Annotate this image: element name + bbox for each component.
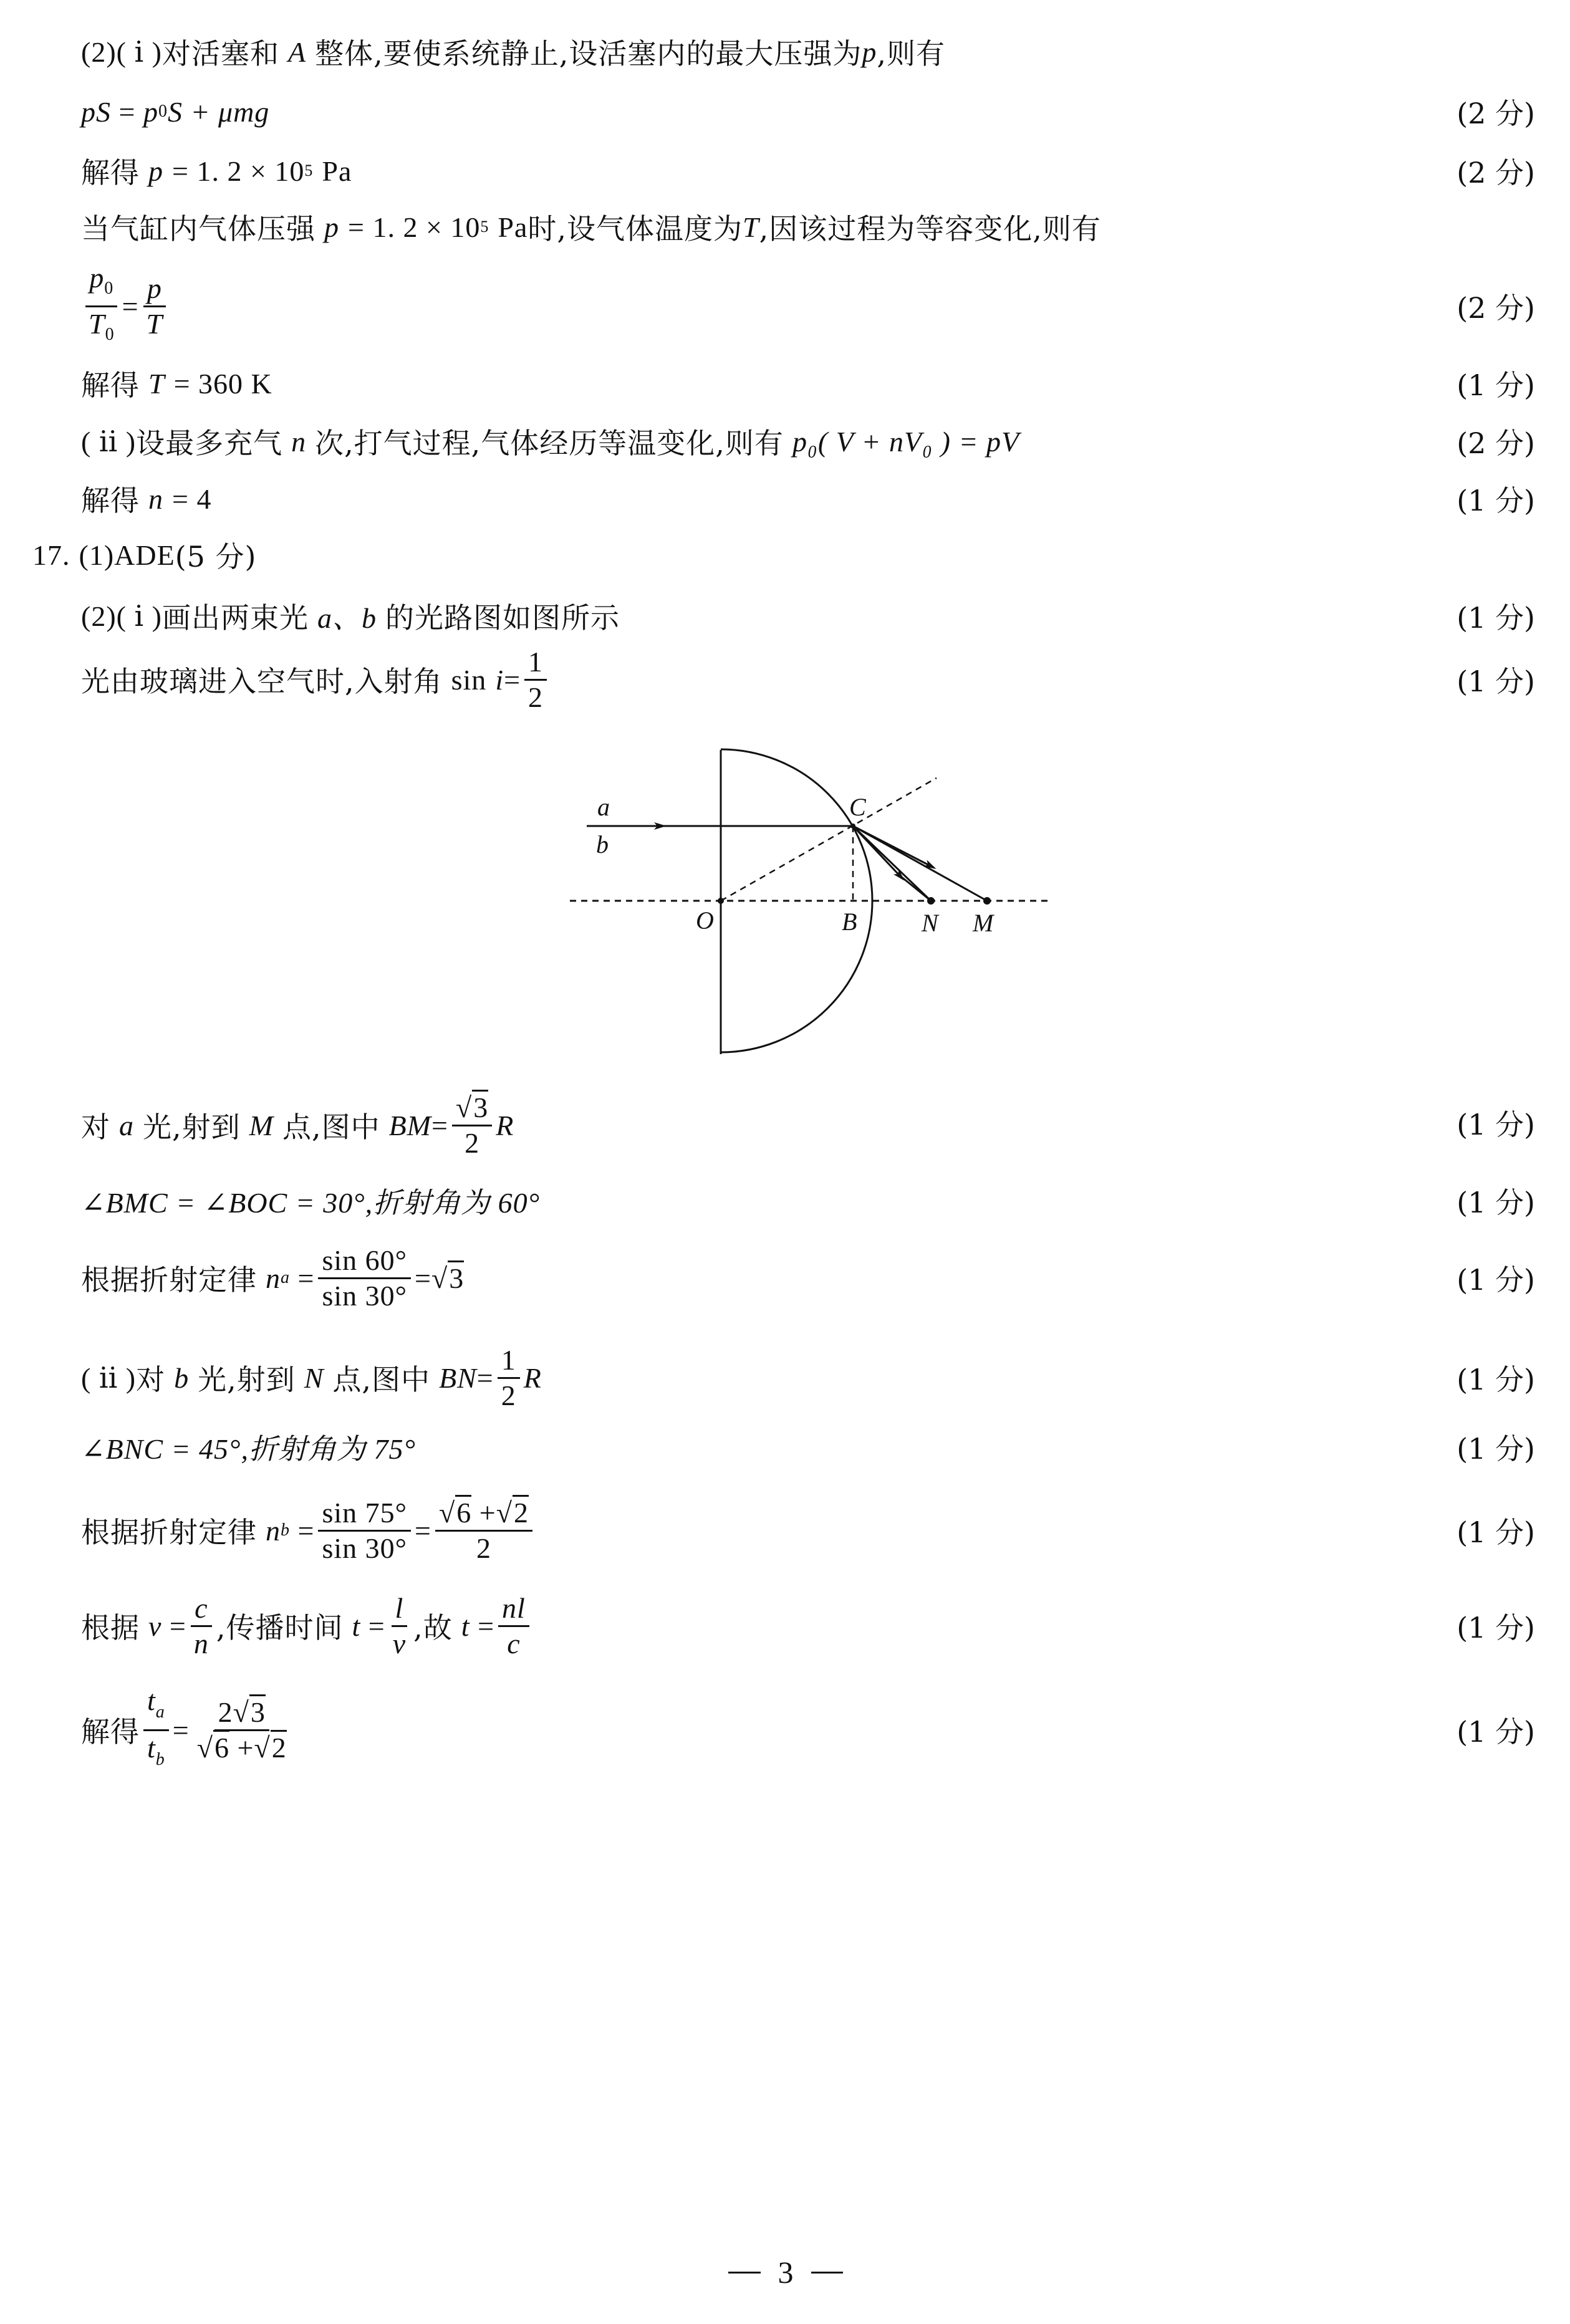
- q17-incidence: 光由玻璃进入空气时,入射角 sin i = $\frac{1}{2}$: [81, 642, 551, 717]
- label-b: b: [596, 830, 609, 858]
- q17-i-intro: (2)( ⅰ ) 画出两束光 a、b 的光路图如图所示: [81, 600, 620, 635]
- fraction: $\frac{p_0}{T_0}$: [85, 261, 118, 352]
- q16-sol1: 解得 p = 1. 2 × 10 5 Pa: [81, 155, 352, 190]
- fraction: $\frac{\sin 75^\circ}{\sin 30^\circ}$: [318, 1496, 411, 1565]
- q16-ii: ( ⅱ ) 设最多充气 n 次,打气过程,气体经历等温变化,则有 p₀( V + nV₀ ) = pV: [81, 425, 1020, 460]
- score-label: (1 分): [1457, 484, 1535, 517]
- q17-angle-b: ∠BNC = 45°,折射角为 75°: [81, 1433, 416, 1465]
- point-N: [927, 897, 935, 905]
- score-label: (2 分): [1457, 291, 1535, 325]
- label-O: O: [696, 906, 714, 934]
- dash-left: [728, 2272, 761, 2274]
- score-label: (1 分): [1457, 368, 1535, 402]
- fraction: $\frac{1}{2}$: [498, 1343, 520, 1413]
- score-label: (1 分): [1457, 601, 1535, 635]
- sqrt: √3: [431, 1262, 464, 1295]
- q17-speed: 根据 v = $\frac{c}{n}$ ,传播时间 t = $\frac{l}{v}$ ,故 t = $\frac{nl}{c}$: [81, 1588, 533, 1663]
- score-label: (1 分): [1457, 665, 1535, 698]
- q17-b-light: ( ⅱ ) 对 b 光,射到 N 点,图中 BN = $\frac{1}{2}$ R: [81, 1343, 542, 1411]
- fraction: $\frac{1}{2}$: [524, 645, 547, 714]
- score-label: (1 分): [1457, 1108, 1535, 1141]
- light-path-diagram: [561, 736, 1091, 1085]
- score-label: (1 分): [1457, 1363, 1535, 1396]
- fraction: $\frac{\sin 60^\circ}{\sin 30^\circ}$: [318, 1244, 411, 1313]
- q16-sol3: 解得 n = 4: [81, 483, 212, 517]
- q16-eq1: pS = p 0 S + μmg: [81, 95, 270, 128]
- point-M: [983, 897, 991, 905]
- score-label: (1 分): [1457, 1186, 1535, 1219]
- score-label: (1 分): [1457, 1263, 1535, 1297]
- label-B: B: [842, 908, 857, 936]
- q17-n-a: 根据折射定律 n a = $\frac{\sin 60^\circ}{\sin 30^\circ}$ = √3: [81, 1244, 465, 1312]
- score-label: (2 分): [1457, 97, 1535, 130]
- fraction: $\frac{2√3}{√6 +√2}$: [193, 1696, 291, 1765]
- fraction: $\frac{t_a}{t_b}$: [143, 1684, 169, 1777]
- label-M: M: [973, 909, 994, 937]
- point-C: [850, 823, 855, 828]
- q17-part1: 17. (1) ADE (5 分): [32, 539, 257, 574]
- score-label: (2 分): [1457, 426, 1535, 460]
- label-a: a: [597, 793, 610, 821]
- fraction: $\frac{p}{T}$: [143, 272, 167, 341]
- fraction: $\frac{√3}{2}$: [452, 1091, 492, 1160]
- q16-eq2: $\frac{p_0}{T_0}$ = $\frac{p}{T}$: [81, 268, 170, 344]
- fraction: $\frac{nl}{c}$: [498, 1592, 529, 1661]
- score-label: (1 分): [1457, 1715, 1535, 1749]
- fraction: $\frac{c}{n}$: [190, 1592, 213, 1661]
- q17-angle-a: ∠BMC = ∠BOC = 30°,折射角为 60°: [81, 1187, 541, 1219]
- score-label: (1 分): [1457, 1611, 1535, 1645]
- label-N: N: [922, 909, 938, 937]
- label-C: C: [849, 793, 866, 821]
- fraction: $\frac{l}{v}$: [389, 1592, 410, 1661]
- q17-n-b: 根据折射定律 n b = $\frac{\sin 75^\circ}{\sin 30^\circ}$ = $\frac{√6 +√2}{2}$: [81, 1493, 536, 1568]
- fraction: $\frac{√6 +√2}{2}$: [435, 1496, 532, 1565]
- q16-sol2: 解得 T = 360 K: [81, 367, 272, 402]
- score-label: (1 分): [1457, 1515, 1535, 1549]
- page-number: 3: [711, 2250, 860, 2294]
- point-O: [718, 898, 724, 904]
- dash-right: [811, 2272, 844, 2274]
- score-label: (2 分): [1457, 156, 1535, 190]
- score-label: (1 分): [1457, 1432, 1535, 1466]
- normal-dashed: [721, 778, 937, 901]
- q17-a-light: 对 a 光,射到 M 点,图中 BM = $\frac{√3}{2}$ R: [81, 1088, 514, 1163]
- q16-state: 当气缸内气体压强 p = 1. 2 × 10 5 Pa 时,设气体温度为 T ,因该过程为等容变化,则有: [81, 211, 1101, 246]
- q17-ratio: 解得 $\frac{t_a}{t_b}$ = $\frac{2√3}{√6 +√2}$: [81, 1689, 294, 1770]
- q16-i-intro: (2)( ⅰ ) 对活塞和 A 整体,要使系统静止,设活塞内的最大压强为 p ,则有: [81, 36, 945, 70]
